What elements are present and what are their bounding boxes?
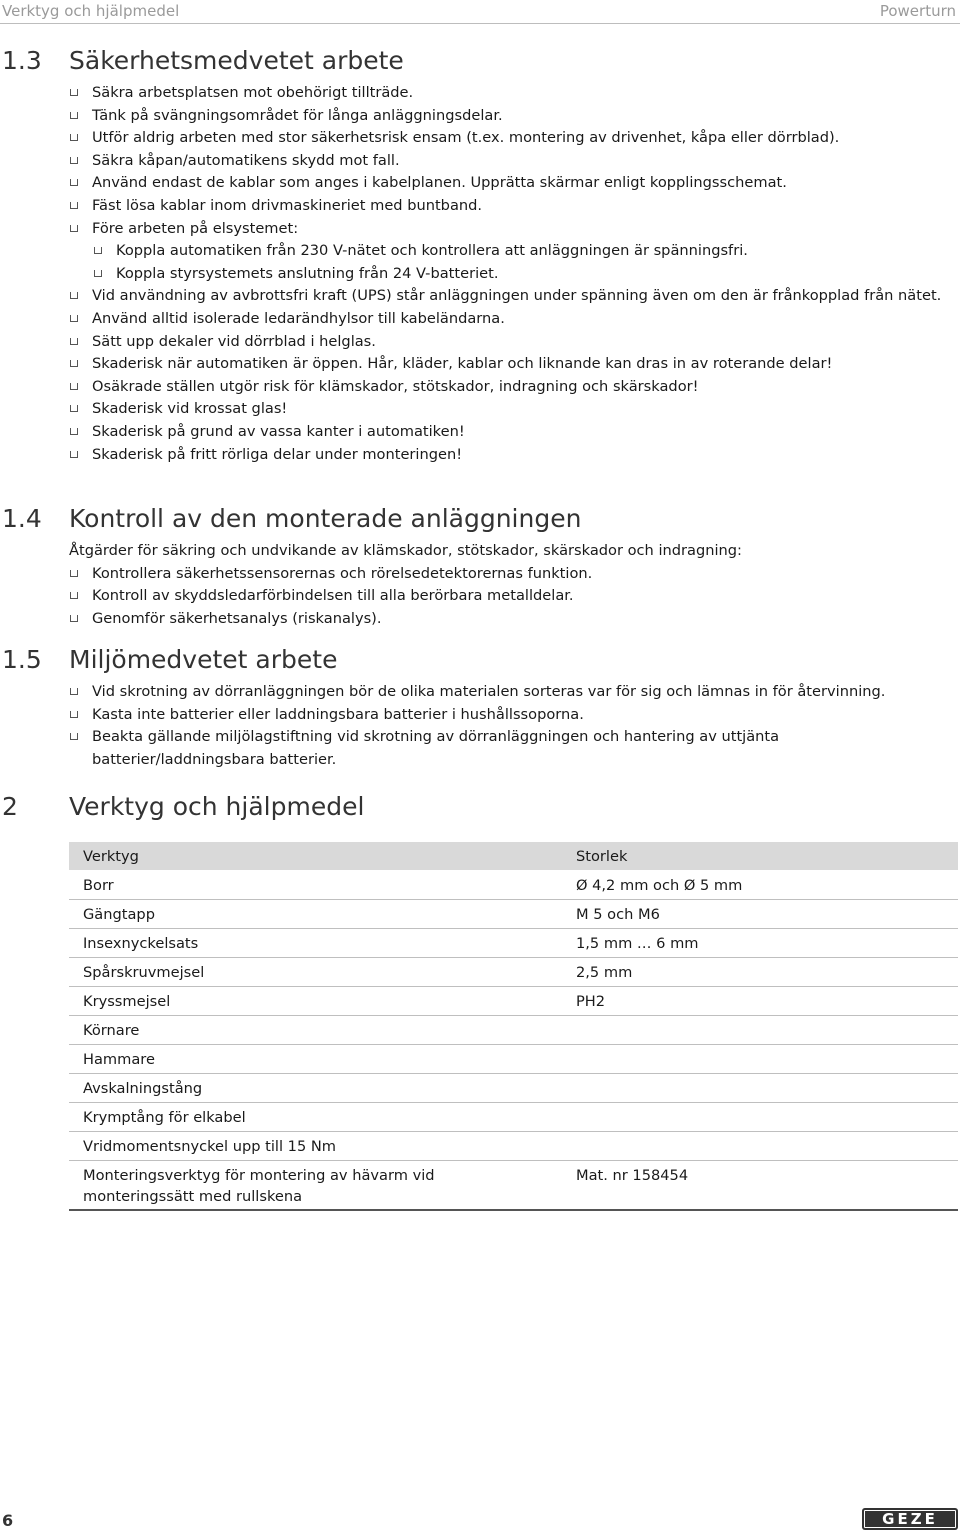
size-cell: 1,5 mm … 6 mm <box>562 929 958 958</box>
tool-cell: Gängtapp <box>69 900 562 929</box>
geze-logo: GEZE <box>862 1508 958 1530</box>
section-number: 2 <box>2 792 18 821</box>
safety-list <box>0 82 960 466</box>
size-cell: PH2 <box>562 987 958 1016</box>
section-number: 1.5 <box>2 645 42 674</box>
tool-cell: Hammare <box>69 1045 562 1074</box>
list-item: Vid skrotning av dörranläggningen bör de olika materialen sorteras var för sig och lämnas in för återvinning. <box>0 681 960 704</box>
list-item: Genomför säkerhetsanalys (riskanalys). <box>0 608 960 631</box>
section-title: Verktyg och hjälpmedel <box>69 792 365 821</box>
list-item: Säkra kåpan/automatikens skydd mot fall. <box>0 150 960 173</box>
list-item: Beakta gällande miljölagstiftning vid skrotning av dörranläggningen och hantering av uttjänta batterier/laddningsbara batterier. <box>0 726 960 771</box>
size-cell <box>562 1045 958 1074</box>
tool-cell: Avskalningstång <box>69 1074 562 1103</box>
section-title: Miljömedvetet arbete <box>69 645 338 674</box>
list-item: Skaderisk när automatiken är öppen. Hår, kläder, kablar och liknande kan dras in av roterande delar! <box>0 353 960 376</box>
size-cell <box>562 1103 958 1132</box>
table-row <box>69 987 958 1016</box>
page-number: 6 <box>2 1511 14 1530</box>
list-item: Tänk på svängningsområdet för långa anläggningsdelar. <box>0 105 960 128</box>
size-cell: Mat. nr 158454 <box>562 1161 958 1211</box>
chapter-heading <box>0 792 960 828</box>
table-row <box>69 958 958 987</box>
tool-cell: Monteringsverktyg för montering av hävarm vid monteringssätt med rullskena <box>69 1161 562 1211</box>
section-1-5 <box>0 645 960 771</box>
table-header-row <box>69 842 958 871</box>
column-header-size: Storlek <box>562 842 958 871</box>
sub-list-item: Koppla automatiken från 230 V-nätet och kontrollera att anläggningen är spänningsfri. <box>0 240 960 263</box>
list-item: Före arbeten på elsystemet: <box>0 218 960 241</box>
section-title: Säkerhetsmedvetet arbete <box>69 46 404 75</box>
list-item: Kasta inte batterier eller laddningsbara batterier i hushållssoporna. <box>0 704 960 727</box>
check-list <box>0 563 960 631</box>
table-row <box>69 929 958 958</box>
tool-cell: Insexnyckelsats <box>69 929 562 958</box>
list-item: Skaderisk på fritt rörliga delar under monteringen! <box>0 444 960 467</box>
table-row <box>69 871 958 900</box>
list-item: Använd alltid isolerade ledarändhylsor till kabeländarna. <box>0 308 960 331</box>
header-chapter: Verktyg och hjälpmedel <box>2 2 180 20</box>
list-item: Använd endast de kablar som anges i kabelplanen. Upprätta skärmar enligt kopplingsschemat. <box>0 172 960 195</box>
sub-list-item: Koppla styrsystemets anslutning från 24 V-batteriet. <box>0 263 960 286</box>
size-cell: 2,5 mm <box>562 958 958 987</box>
table-row <box>69 1016 958 1045</box>
section-1-3 <box>0 46 960 466</box>
section-heading <box>0 504 960 540</box>
list-item: Fäst lösa kablar inom drivmaskineriet med buntband. <box>0 195 960 218</box>
section-1-4 <box>0 504 960 630</box>
environment-list <box>0 681 960 771</box>
section-title: Kontroll av den monterade anläggningen <box>69 504 582 533</box>
table-row <box>69 900 958 929</box>
table-row <box>69 1161 958 1211</box>
page-header <box>0 0 960 24</box>
size-cell <box>562 1016 958 1045</box>
tool-cell: Borr <box>69 871 562 900</box>
tool-cell: Krymptång för elkabel <box>69 1103 562 1132</box>
table-row <box>69 1132 958 1161</box>
section-number: 1.4 <box>2 504 42 533</box>
list-item: Sätt upp dekaler vid dörrblad i helglas. <box>0 331 960 354</box>
tool-cell: Körnare <box>69 1016 562 1045</box>
tool-cell: Kryssmejsel <box>69 987 562 1016</box>
list-item: Skaderisk vid krossat glas! <box>0 398 960 421</box>
table-row <box>69 1045 958 1074</box>
list-item: Kontrollera säkerhetssensorernas och rörelsedetektorernas funktion. <box>0 563 960 586</box>
tools-table <box>69 842 958 1211</box>
size-cell: M 5 och M6 <box>562 900 958 929</box>
list-item: Osäkrade ställen utgör risk för klämskador, stötskador, indragning och skärskador! <box>0 376 960 399</box>
list-item: Kontroll av skyddsledarförbindelsen till alla berörbara metalldelar. <box>0 585 960 608</box>
size-cell: Ø 4,2 mm och Ø 5 mm <box>562 871 958 900</box>
list-item: Skaderisk på grund av vassa kanter i automatiken! <box>0 421 960 444</box>
table-row <box>69 1103 958 1132</box>
list-item: Vid användning av avbrottsfri kraft (UPS) står anläggningen under spänning även om den är frånkopplad från nätet. <box>0 285 960 308</box>
header-product: Powerturn <box>879 2 956 20</box>
header-divider <box>0 23 960 24</box>
section-intro: Åtgärder för säkring och undvikande av klämskador, stötskador, skärskador och indragning: <box>69 542 742 559</box>
tool-cell: Spårskruvmejsel <box>69 958 562 987</box>
section-number: 1.3 <box>2 46 42 75</box>
list-item: Säkra arbetsplatsen mot obehörigt tillträde. <box>0 82 960 105</box>
size-cell <box>562 1074 958 1103</box>
section-heading <box>0 46 960 82</box>
section-2 <box>0 792 960 828</box>
table-row <box>69 1074 958 1103</box>
tool-cell: Vridmomentsnyckel upp till 15 Nm <box>69 1132 562 1161</box>
column-header-tool: Verktyg <box>69 842 562 871</box>
size-cell <box>562 1132 958 1161</box>
list-item: Utför aldrig arbeten med stor säkerhetsrisk ensam (t.ex. montering av drivenhet, kåpa eller dörrblad). <box>0 127 960 150</box>
section-heading <box>0 645 960 681</box>
